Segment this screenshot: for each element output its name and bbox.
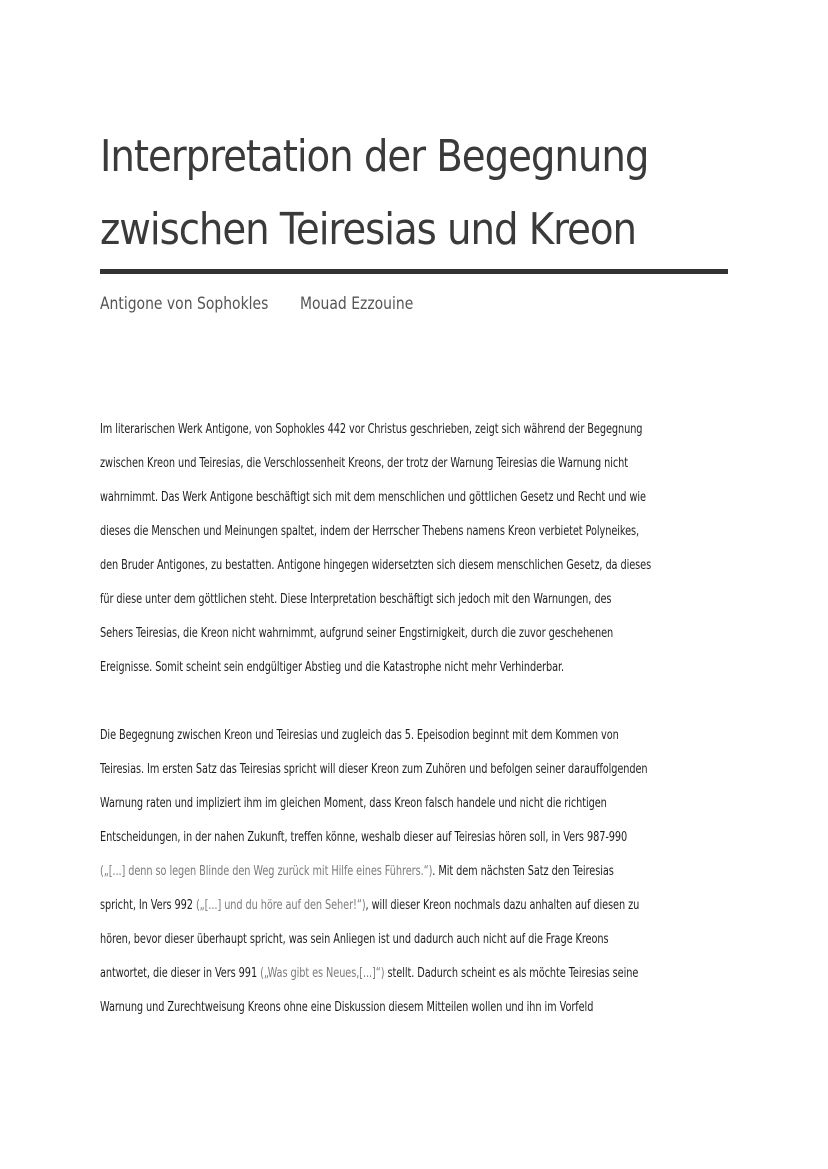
text-line: den Bruder Antigones, zu bestatten. Antigone hingegen widersetzten sich diesem menschlichen Gesetz, da dieses (100, 558, 652, 573)
quote-vers-987-990: („[...] denn so legen Blinde den Weg zurück mit Hilfe eines Führers.“) (100, 864, 433, 879)
title-line: Interpretation der Begegnung (100, 131, 649, 182)
text-line: Sehers Teiresias, die Kreon nicht wahrnimmt, aufgrund seiner Engstirnigkeit, durch die zuvor geschehenen (100, 626, 614, 641)
author-name: Mouad Ezzouine (300, 294, 414, 314)
text-fragment: , will dieser Kreon nochmals dazu anhalten auf diesen zu (365, 898, 640, 913)
text-line: Die Begegnung zwischen Kreon und Teiresias und zugleich das 5. Epeisodion beginnt mit dem Kommen von (100, 728, 619, 743)
text-line: Warnung und Zurechtweisung Kreons ohne eine Diskussion diesem Mitteilen wollen und ihn im Vorfeld (100, 1000, 594, 1015)
text-fragment: . Mit dem nächsten Satz den Teiresias (432, 864, 614, 879)
text-line: hören, bevor dieser überhaupt spricht, was sein Anliegen ist und dadurch auch nicht auf die Frage Kreons (100, 932, 609, 947)
text-line: Teiresias. Im ersten Satz das Teiresias spricht will dieser Kreon zum Zuhören und befolgen seiner darauffolgenden (100, 762, 648, 777)
document-title (100, 120, 663, 266)
title-line: zwischen Teiresias und Kreon (100, 204, 637, 255)
title-divider (100, 269, 728, 274)
text-fragment: antwortet, die dieser in Vers 991 (100, 966, 261, 981)
document-page (100, 0, 730, 1169)
paragraph-analysis (100, 719, 740, 1025)
text-line (100, 889, 640, 923)
quote-vers-991: („Was gibt es Neues,[...]“) (260, 966, 385, 981)
text-line (100, 957, 639, 991)
paragraph-introduction (100, 413, 740, 685)
quote-vers-992: („[...] und du höre auf den Seher!“) (195, 898, 366, 913)
text-line: Ereignisse. Somit scheint sein endgültiger Abstieg und die Katastrophe nicht mehr Verhinderbar. (100, 660, 565, 675)
text-fragment: spricht, In Vers 992 (100, 898, 196, 913)
text-line: dieses die Menschen und Meinungen spaltet, indem der Herrscher Thebens namens Kreon verbietet Polyneikes, (100, 524, 640, 539)
text-fragment: stellt. Dadurch scheint es als möchte Teiresias seine (384, 966, 639, 981)
text-line: Warnung raten und impliziert ihm im gleichen Moment, dass Kreon falsch handele und nicht die richtigen (100, 796, 607, 811)
text-line: für diese unter dem göttlichen steht. Diese Interpretation beschäftigt sich jedoch mit den Warnungen, des (100, 592, 612, 607)
work-subtitle: Antigone von Sophokles (100, 294, 269, 314)
text-line: Im literarischen Werk Antigone, von Sophokles 442 vor Christus geschrieben, zeigt sich während der Begegnung (100, 422, 643, 437)
text-line: zwischen Kreon und Teiresias, die Verschlossenheit Kreons, der trotz der Warnung Teiresias die Warnung nicht (100, 456, 628, 471)
text-line: wahrnimmt. Das Werk Antigone beschäftigt sich mit dem menschlichen und göttlichen Gesetz und Recht und wie (100, 490, 646, 505)
text-line (100, 855, 614, 889)
text-line: Entscheidungen, in der nahen Zukunft, treffen könne, weshalb dieser auf Teiresias hören soll, in Vers 987-990 (100, 830, 628, 845)
